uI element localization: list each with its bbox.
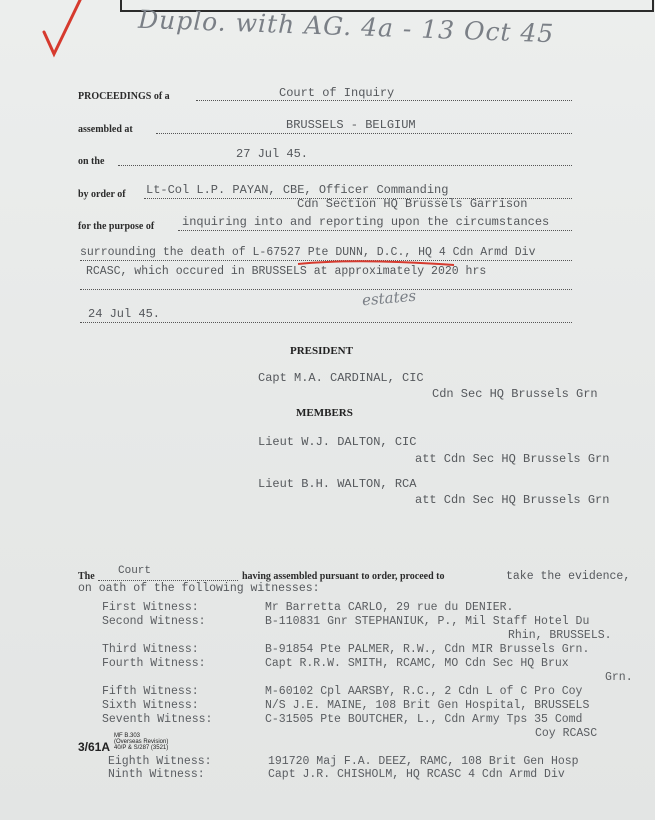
dotted-line xyxy=(98,580,238,581)
witness-6-label: Sixth Witness: xyxy=(102,699,199,712)
witness-9-line-1: Capt J.R. CHISHOLM, HQ RCASC 4 Cdn Armd Div xyxy=(268,768,565,781)
purpose-line-3: RCASC, which occured in BRUSSELS at approximately 2020 hrs xyxy=(86,265,487,278)
witness-7-line-2: Coy RCASC xyxy=(535,727,598,740)
witness-5-line-1: M-60102 Cpl AARSBY, R.C., 2 Cdn L of C Pro Coy xyxy=(265,685,583,698)
order-label: by order of xyxy=(78,189,126,200)
purpose-line-2: surrounding the death of L-67527 Pte DUNN, D.C., HQ 4 Cdn Armd Div xyxy=(80,246,536,259)
witness-8-label: Eighth Witness: xyxy=(108,755,212,768)
proceedings-label: PROCEEDINGS of a xyxy=(78,91,170,102)
handwritten-annotation: Duplo. with AG. 4a - 13 Oct 45 xyxy=(137,4,555,49)
witness-2-label: Second Witness: xyxy=(102,615,206,628)
assembly-typed-1: take the evidence, xyxy=(506,570,631,583)
dotted-line xyxy=(196,100,572,101)
president-heading: PRESIDENT xyxy=(290,345,353,357)
assembly-typed-2: on oath of the following witnesses: xyxy=(78,582,320,595)
witness-4-label: Fourth Witness: xyxy=(102,657,206,670)
red-checkmark xyxy=(38,0,88,64)
purpose-label: for the purpose of xyxy=(78,221,155,232)
form-code: 3/61A xyxy=(78,740,111,754)
order-value-line2: Cdn Section HQ Brussels Garrison xyxy=(297,197,528,211)
assembly-the: The xyxy=(78,571,95,582)
members-heading: MEMBERS xyxy=(296,407,353,419)
form-revision: (Overseas Revision) xyxy=(114,739,169,745)
member-1-unit: att Cdn Sec HQ Brussels Grn xyxy=(415,452,610,466)
witness-8-line-1: 191720 Maj F.A. DEEZ, RAMC, 108 Brit Gen Hosp xyxy=(268,755,579,768)
president-name: Capt M.A. CARDINAL, CIC xyxy=(258,371,424,385)
dotted-line xyxy=(80,322,572,323)
assembly-court: Court xyxy=(118,565,152,577)
dotted-line xyxy=(156,133,572,134)
form-mf: MF B.303 xyxy=(114,733,141,739)
dotted-line xyxy=(118,165,572,166)
witness-1-label: First Witness: xyxy=(102,601,199,614)
handwritten-note: estates xyxy=(361,286,417,310)
purpose-line-1: inquiring into and reporting upon the circumstances xyxy=(182,215,550,229)
date-value: 27 Jul 45. xyxy=(236,147,309,161)
proceedings-value: Court of Inquiry xyxy=(279,86,395,100)
order-value: Lt-Col L.P. PAYAN, CBE, Officer Commanding xyxy=(146,183,449,197)
witness-1-line-1: Mr Barretta CARLO, 29 rue du DENIER. xyxy=(265,601,514,614)
witness-5-label: Fifth Witness: xyxy=(102,685,199,698)
witness-6-line-1: N/S J.E. MAINE, 108 Brit Gen Hospital, BRUSSELS xyxy=(265,699,590,712)
form-ref: 40/P & S/287 (3521) xyxy=(114,745,169,751)
president-unit: Cdn Sec HQ Brussels Grn xyxy=(432,387,598,401)
assembled-label: assembled at xyxy=(78,124,133,135)
form-reference xyxy=(114,733,168,751)
witness-9-label: Ninth Witness: xyxy=(108,768,205,781)
member-2-name: Lieut B.H. WALTON, RCA xyxy=(258,477,417,491)
dotted-line xyxy=(80,289,572,290)
dotted-line xyxy=(178,230,572,231)
witness-3-line-1: B-91854 Pte PALMER, R.W., Cdn MIR Brussels Grn. xyxy=(265,643,590,656)
witness-4-line-2: Grn. xyxy=(605,671,633,684)
assembly-printed: having assembled pursuant to order, proceed to xyxy=(242,571,445,582)
witness-7-label: Seventh Witness: xyxy=(102,713,213,726)
purpose-line-4: 24 Jul 45. xyxy=(88,307,161,321)
witness-2-line-1: B-110831 Gnr STEPHANIUK, P., Mil Staff Hotel Du xyxy=(265,615,590,628)
witness-4-line-1: Capt R.R.W. SMITH, RCAMC, MO Cdn Sec HQ Brux xyxy=(265,657,569,670)
witness-2-line-2: Rhin, BRUSSELS. xyxy=(508,629,612,642)
witness-7-line-1: C-31505 Pte BOUTCHER, L., Cdn Army Tps 35 Comd xyxy=(265,713,583,726)
on-label: on the xyxy=(78,156,105,167)
witness-3-label: Third Witness: xyxy=(102,643,199,656)
assembled-value: BRUSSELS - BELGIUM xyxy=(286,118,416,132)
member-2-unit: att Cdn Sec HQ Brussels Grn xyxy=(415,493,610,507)
member-1-name: Lieut W.J. DALTON, CIC xyxy=(258,435,417,449)
